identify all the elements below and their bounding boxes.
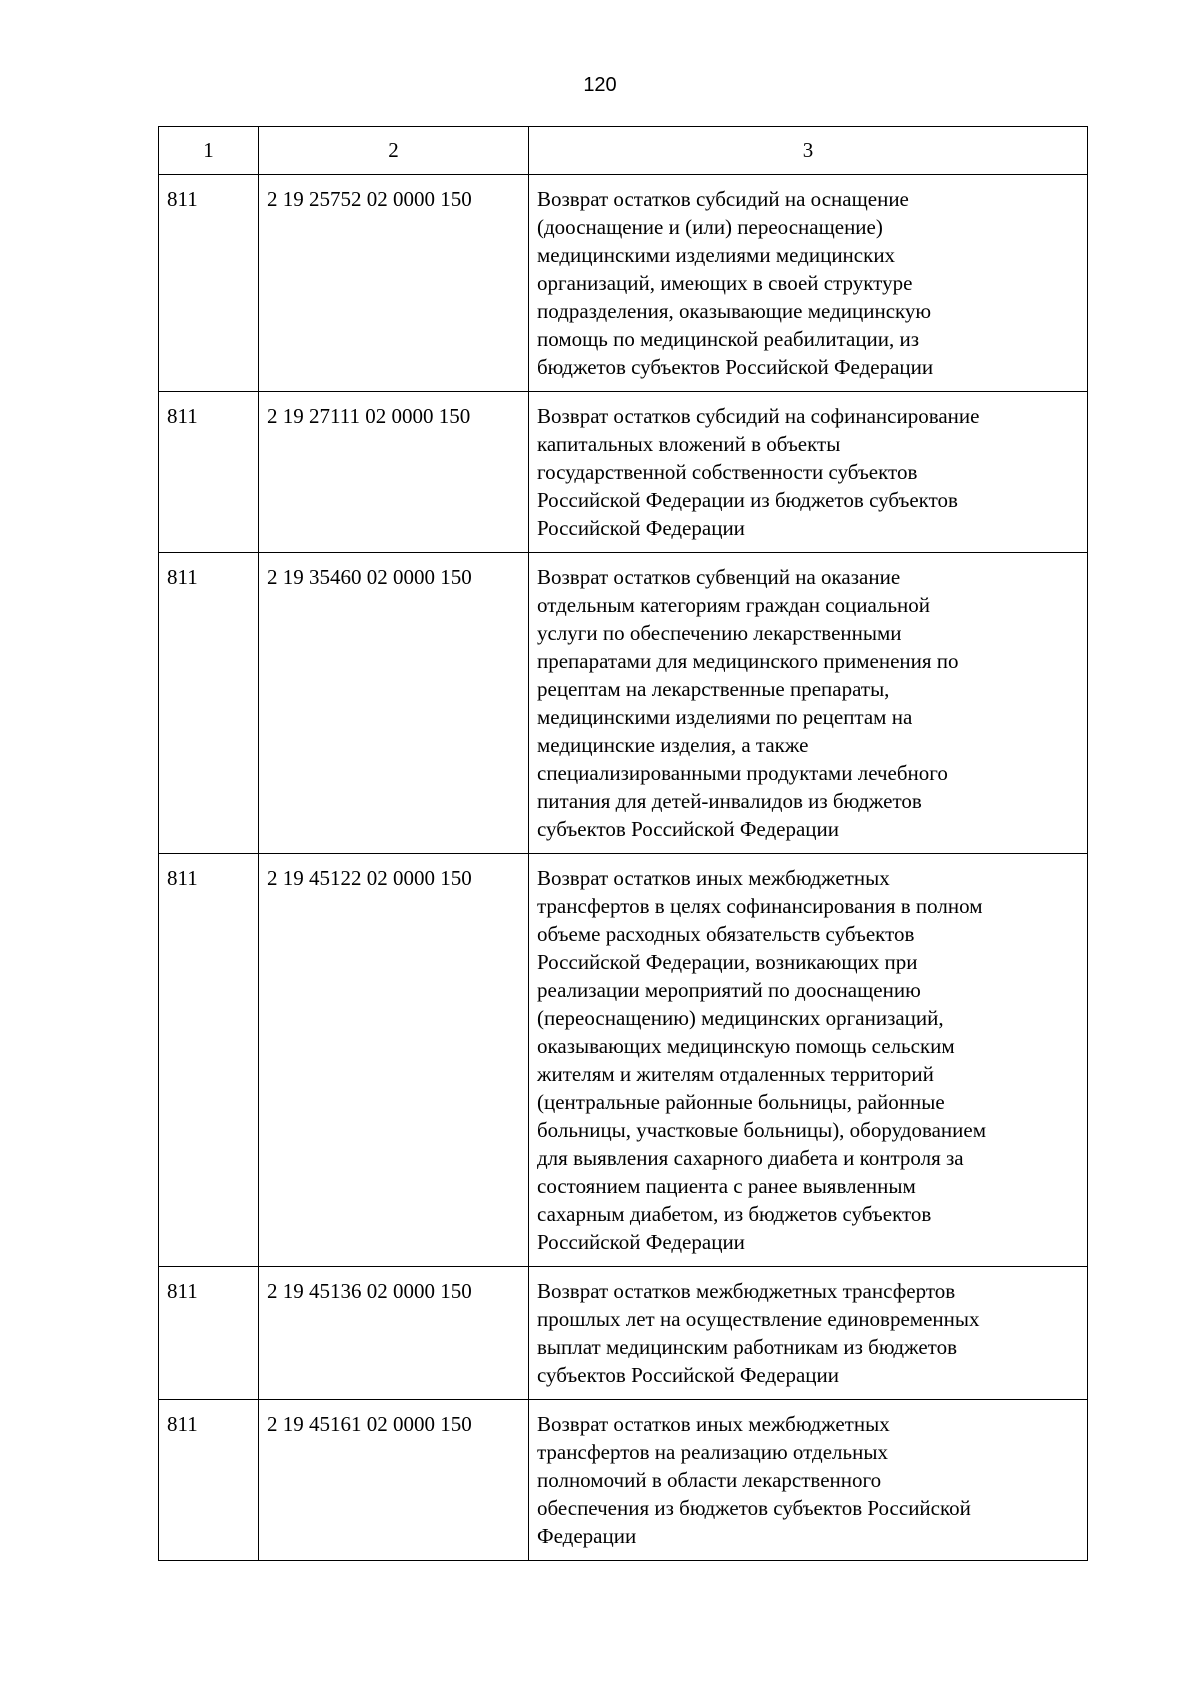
description-cell: Возврат остатков иных межбюджетных трансфертов на реализацию отдельных полномочий в области лекарственного обеспечения из бюджетов субъектов Российской Федерации xyxy=(529,1400,1088,1561)
budget-code-cell: 2 19 45136 02 0000 150 xyxy=(259,1267,529,1400)
description-cell: Возврат остатков субвенций на оказание отдельным категориям граждан социальной услуги по обеспечению лекарственными препаратами для медицинского применения по рецептам на лекарственные препараты, медицинскими изделиями по рецептам на медицинские изделия, а также специализированными продуктами лечебного питания для детей-инвалидов из бюджетов субъектов Российской Федерации xyxy=(529,553,1088,854)
admin-code-cell: 811 xyxy=(159,392,259,553)
column-header-3: 3 xyxy=(529,127,1088,175)
table-header-row xyxy=(159,127,1088,175)
description-cell: Возврат остатков субсидий на софинансирование капитальных вложений в объекты государственной собственности субъектов Российской Федерации из бюджетов субъектов Российской Федерации xyxy=(529,392,1088,553)
admin-code-cell: 811 xyxy=(159,175,259,392)
budget-code-cell: 2 19 35460 02 0000 150 xyxy=(259,553,529,854)
admin-code-cell: 811 xyxy=(159,1267,259,1400)
table-row xyxy=(159,1400,1088,1561)
admin-code-cell: 811 xyxy=(159,1400,259,1561)
table-row xyxy=(159,392,1088,553)
budget-classification-table xyxy=(158,126,1088,1561)
table-row xyxy=(159,854,1088,1267)
description-cell: Возврат остатков межбюджетных трансфертов прошлых лет на осуществление единовременных выплат медицинским работникам из бюджетов субъектов Российской Федерации xyxy=(529,1267,1088,1400)
table-row xyxy=(159,175,1088,392)
budget-code-cell: 2 19 45161 02 0000 150 xyxy=(259,1400,529,1561)
page-number: 120 xyxy=(583,74,617,96)
budget-code-cell: 2 19 25752 02 0000 150 xyxy=(259,175,529,392)
column-header-2: 2 xyxy=(259,127,529,175)
table-row xyxy=(159,1267,1088,1400)
column-header-1: 1 xyxy=(159,127,259,175)
table-row xyxy=(159,553,1088,854)
budget-code-cell: 2 19 27111 02 0000 150 xyxy=(259,392,529,553)
budget-code-cell: 2 19 45122 02 0000 150 xyxy=(259,854,529,1267)
admin-code-cell: 811 xyxy=(159,854,259,1267)
admin-code-cell: 811 xyxy=(159,553,259,854)
description-cell: Возврат остатков иных межбюджетных трансфертов в целях софинансирования в полном объеме расходных обязательств субъектов Российской Федерации, возникающих при реализации мероприятий по дооснащению (переоснащению) медицинских организаций, оказывающих медицинскую помощь сельским жителям и жителям отдаленных территорий (центральные районные больницы, районные больницы, участковые больницы), оборудованием для выявления сахарного диабета и контроля за состоянием пациента с ранее выявленным сахарным диабетом, из бюджетов субъектов Российской Федерации xyxy=(529,854,1088,1267)
description-cell: Возврат остатков субсидий на оснащение (дооснащение и (или) переоснащение) медицинскими изделиями медицинских организаций, имеющих в своей структуре подразделения, оказывающие медицинскую помощь по медицинской реабилитации, из бюджетов субъектов Российской Федерации xyxy=(529,175,1088,392)
